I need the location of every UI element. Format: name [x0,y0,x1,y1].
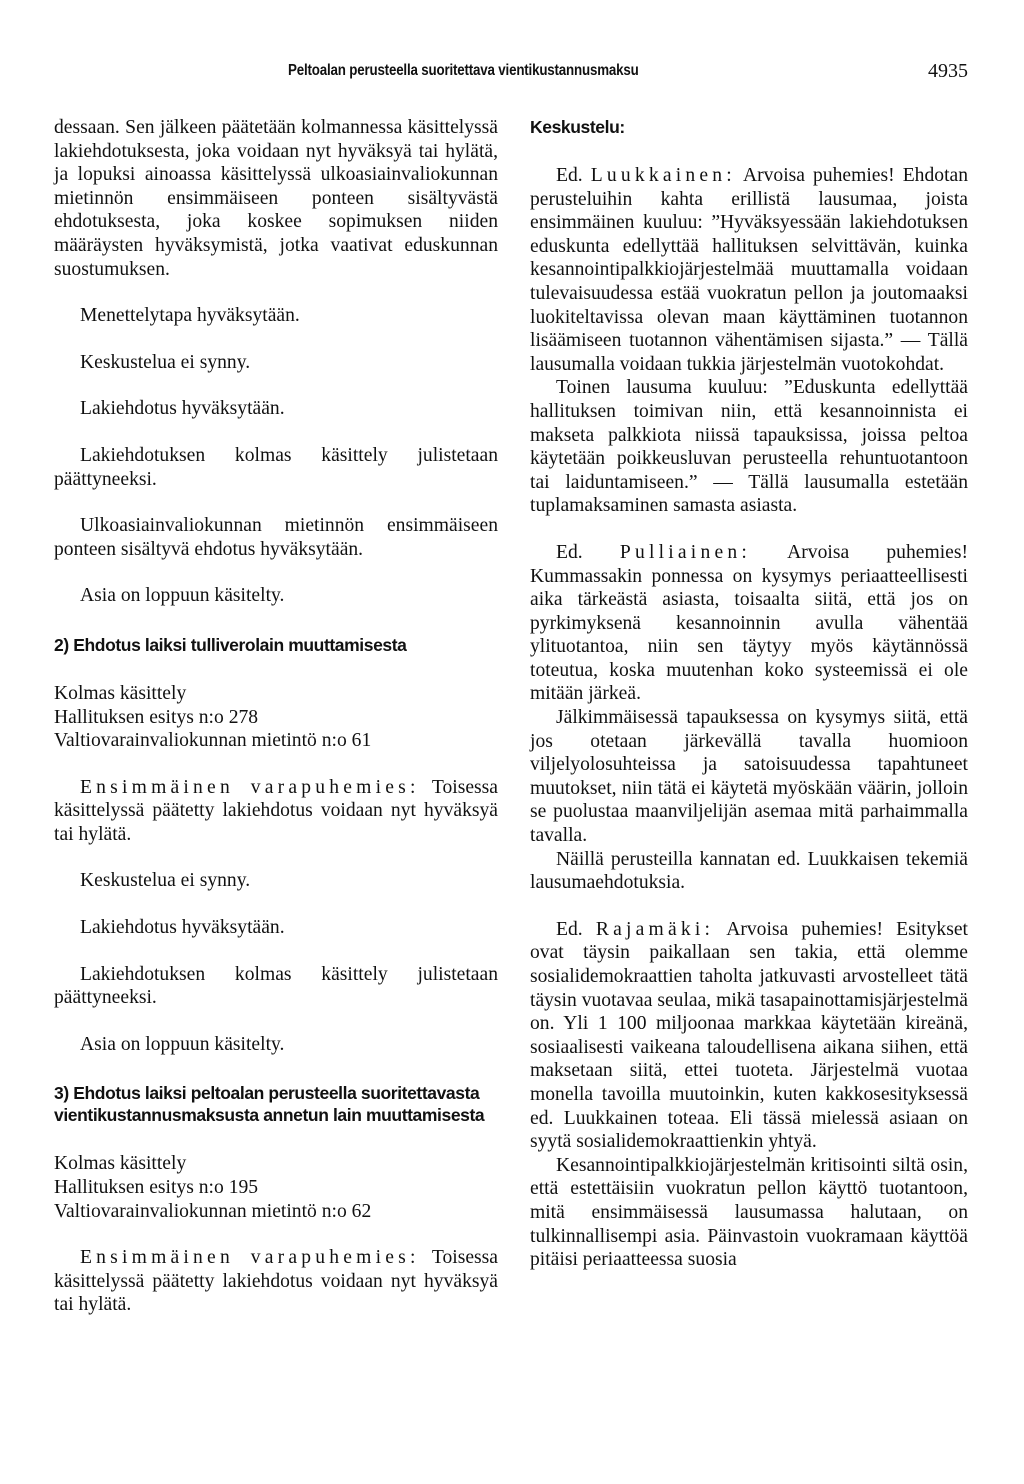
speech-paragraph [530,918,968,1154]
committee-report-reference: Valtiovarainvaliokunnan mietintö n:o 61 [54,730,372,752]
page-header [54,62,968,92]
speaker-prefix: Ed. [556,541,620,563]
speech-text: Ehdotan perusteluihin kahta erillistä lausumaa, joista ensimmäinen kuuluu: ”Hyväksyessään lakiehdotuksen eduskunta edellyttää hallituksen selvittävän, kuinka kesannointipalkkiojärjestelmää muuttamalla voidaan tulevaisuudessa estää vuokratun pellon ja joutomaaksi luokiteltavissa olevan maan käyttäminen tuotannon lisäämiseen tuotannon vähentämisen sijasta.” — Tällä lausumalla voidaan tukkia järjestelmän vuotokohdat. [530,165,969,375]
speech-paragraph: Toinen lausuma kuuluu: ”Eduskunta edellyttää hallituksen toimivan niin, että kesannoinnista ei makseta palkkiota niissä tapauksissa, joissa peltoa käytetään poikkeusluvan perusteella rehuntuotantoon tai laiduntamiseen.” — Tällä lausumalla estetään tuplamaksaminen samasta asiasta. [530,377,968,517]
speech-paragraph [54,776,498,847]
decision-text: Menettelytapa hyväksytään. [80,305,300,327]
speaker-name: Pulliainen: [619,541,751,563]
running-title: Peltoalan perusteella suoritettava vientikustannusmaksu [288,62,639,79]
decision-text: Lakiehdotus hyväksytään. [80,398,285,420]
speaker-name: Rajamäki: [595,918,715,940]
committee-report-reference: Valtiovarainvaliokunnan mietintö n:o 62 [54,1200,372,1222]
decision-text: Asia on loppuun käsitelty. [80,585,285,607]
bill-reference: Hallituksen esitys n:o 195 [54,1177,259,1199]
speaker-name: Ensimmäinen varapuhemies: [80,1247,420,1269]
decision-text: Lakiehdotuksen kolmas käsittely julistetaan päättyneeksi. [54,963,498,1009]
speech-opening: Arvoisa puhemies! [742,165,895,186]
page-number: 4935 [928,60,968,82]
reading-label: Kolmas käsittely [54,682,187,704]
left-column [54,116,498,1317]
decision-text: Lakiehdotuksen kolmas käsittely julistetaan päättyneeksi. [54,444,498,490]
speech-text: Toisessa käsittelyssä päätetty lakiehdotus voidaan nyt hyväksyä tai hylätä. [54,776,498,845]
speech-paragraph: Kesannointipalkkiojärjestelmän kritisointi siltä osin, että estettäisiin vuokratun pellon käyttö tuotantoon, mitä ensimmäisessä lausumassa halutaan, on tulkinnallisempi asia. Päinvastoin vuokramaan käyttöä pitäisi periaatteessa suosia [530,1154,968,1271]
document-references [54,1152,498,1223]
speech-text: Kummassakin ponnessa on kysymys periaatteellisesti aika tärkeästä asiasta, toisaalta siitä, että jos on pyrkimyksenä kesannoinnin avulla vähentää ylituotantoa, niin sen täytyy myös käytännössä toteutua, koska muutenhan koko systeemissä ei ole mitään järkeä. [530,565,968,705]
section-heading: 2) Ehdotus laiksi tulliverolain muuttamisesta [54,634,407,655]
discussion-heading: Keskustelu: [530,117,625,137]
section-heading: 3) Ehdotus laiksi peltoalan perusteella suoritettavasta vientikustannusmaksusta annetun lain muuttamisesta [54,1083,485,1126]
speech-text: Toisessa käsittelyssä päätetty lakiehdotus voidaan nyt hyväksyä tai hylätä. [54,1247,498,1316]
speech-paragraph [54,1246,498,1317]
speaker-prefix: Ed. [556,165,591,186]
speech-opening: Arvoisa puhemies! [787,541,968,563]
intro-paragraph: dessaan. Sen jälkeen päätetään kolmannessa käsittelyssä lakiehdotuksesta, joka voidaan nyt hyväksyä tai hylätä, ja lopuksi ainoassa käsittelyssä ulkoasiainvaliokunnan mietinnön ensimmäiseen ponteen sisältyvästä ehdotuksesta, joka koskee sopimuksen niiden määräysten hyväksymistä, jotka vaativat eduskunnan suostumuksen. [54,117,498,280]
speaker-name: Ensimmäinen varapuhemies: [80,776,420,798]
decision-text: Asia on loppuun käsitelty. [80,1033,285,1055]
right-column [530,116,968,1272]
decision-text: Ulkoasiainvaliokunnan mietinnön ensimmäiseen ponteen sisältyvä ehdotus hyväksytään. [54,515,498,560]
speaker-name: Luukkainen: [590,165,736,186]
speech-opening: Arvoisa puhemies! [726,918,883,940]
speech-paragraph [530,541,968,706]
speech-paragraph: Näillä perusteilla kannatan ed. Luukkaisen tekemiä lausumaehdotuksia. [530,848,968,894]
bill-reference: Hallituksen esitys n:o 278 [54,706,259,728]
reading-label: Kolmas käsittely [54,1153,187,1175]
decision-text: Keskustelua ei synny. [80,870,251,892]
speaker-prefix: Ed. [556,918,596,940]
document-references [54,682,498,753]
decision-text: Keskustelua ei synny. [80,351,251,373]
decision-text: Lakiehdotus hyväksytään. [80,917,285,939]
speech-paragraph: Jälkimmäisessä tapauksessa on kysymys siitä, että jos otetaan järkevällä tavalla huomioon viljelyolosuhteissa ja satoisuudessa tapahtuneet muutokset, niin tätä ei käytetä myöskään väärin, jolloin se puolustaa maanviljelijän asemaa mitä parhaimmalla tavalla. [530,707,968,847]
speech-text: Esitykset ovat täysin paikallaan sen takia, että olemme sosialidemokraattien taholta jatkuvasti arvostelleet tätä täysin vuotavaa seulaa, mikä tasapainottamisjärjestelmä on. Yli 1 100 miljoonaa markkaa käytetään kireänä, sosiaalisesti vaikeana taloudellisena aikana siihen, että maksetaan siitä, ettei tuoteta. Järjestelmä vuotaa monella tavoilla muutoinkin, kuten kakkosesityksessä ed. Luukkainen toteaa. Eli tässä mielessä asiaan on syytä sosialidemokraattienkin yhtyä. [530,918,968,1153]
speech-paragraph [530,164,968,376]
